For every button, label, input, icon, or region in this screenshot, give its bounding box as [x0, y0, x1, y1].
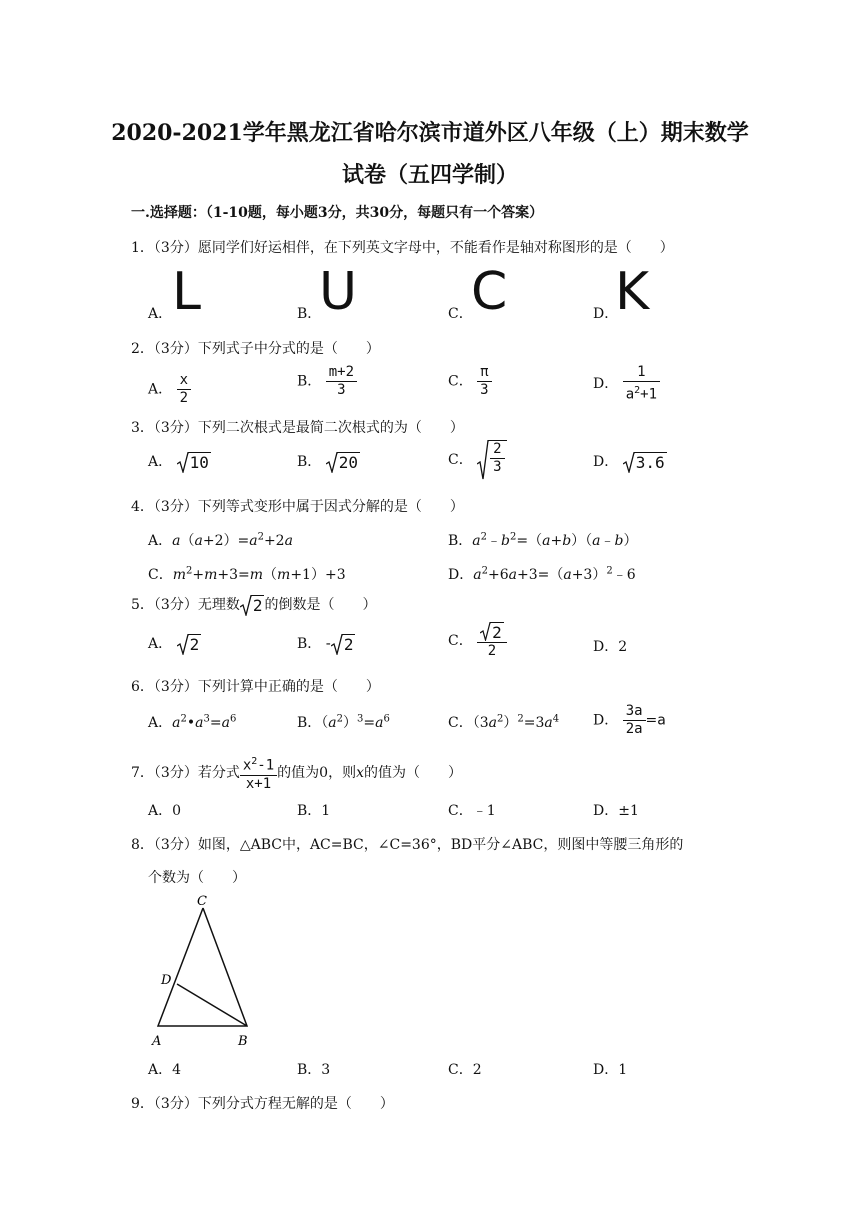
radical-sign-icon	[177, 452, 189, 473]
denominator-rest: +1	[640, 386, 658, 403]
radicand: 2	[492, 623, 502, 642]
radicand: 20	[338, 452, 359, 472]
q5-option-c-label: C．	[448, 633, 473, 649]
triangle-figure	[148, 890, 263, 1055]
fraction-numerator: x	[179, 372, 189, 388]
q8-option-d-label: D．	[593, 1062, 619, 1078]
fraction-denominator: 3	[477, 381, 491, 399]
question-6-stem: 6．（3分）下列计算中正确的是（ ）	[131, 679, 380, 695]
q6-option-c-label: C．	[448, 715, 473, 731]
q3-option-b-radical	[326, 452, 360, 473]
q7-stem-post-a: 的值为0，则	[277, 764, 357, 781]
q8-option-a	[148, 1059, 181, 1079]
radicand: 3.6	[635, 452, 665, 472]
q5-option-b	[297, 633, 355, 655]
q7-option-c	[448, 800, 496, 820]
q5-option-b-radical	[331, 634, 356, 655]
q7-option-b-label: B．	[297, 803, 322, 819]
question-8-stem-line2: 个数为（ ）	[148, 870, 246, 886]
q5-stem-radical	[240, 595, 265, 616]
q2-option-b-label: B．	[297, 373, 322, 390]
q5-option-d-label: D．	[593, 639, 619, 655]
q8-option-d-value: 1	[618, 1062, 628, 1078]
q8-option-b-label: B．	[297, 1062, 322, 1078]
q1-option-d-letter: K	[615, 262, 650, 322]
q1-option-a-label: A．	[148, 306, 173, 322]
q1-option-d-label: D．	[593, 306, 619, 322]
q4-option-b-label: B．	[448, 533, 473, 549]
q7-option-a-label: A．	[148, 803, 173, 819]
radicand: 2	[252, 595, 263, 615]
question-7-stem	[131, 753, 462, 793]
q8-option-c-label: C．	[448, 1062, 473, 1078]
fraction-denominator: x+1	[240, 775, 277, 793]
radical-sign-icon	[240, 595, 252, 616]
q6-option-d	[593, 703, 666, 738]
fraction-numerator: 1	[637, 364, 646, 380]
q6-option-b-label: B．	[297, 715, 322, 731]
radicand: 10	[189, 452, 209, 472]
q7-stem-fraction	[240, 753, 277, 793]
question-3-stem: 3．（3分）下列二次根式是最简二次根式的为（ ）	[131, 420, 464, 436]
q6-option-a-label: A．	[148, 715, 173, 731]
q4-option-c-label: C．	[148, 567, 173, 583]
q7-option-a	[148, 800, 181, 820]
q3-option-c	[448, 440, 507, 480]
fraction-denominator: 2a	[623, 720, 646, 738]
q5-option-d-value: 2	[618, 639, 628, 655]
q2-option-a	[148, 372, 191, 407]
q7-option-c-label: C．	[448, 803, 473, 819]
question-1-stem: 1．（3分）愿同学们好运相伴，在下列英文字母中，不能看作是轴对称图形的是（ ）	[131, 240, 674, 256]
figure-label-b: B	[238, 1034, 248, 1049]
q7-stem-variable: x	[356, 764, 364, 781]
q2-option-c-label: C．	[448, 373, 473, 390]
q2-option-c	[448, 364, 492, 399]
section-heading-choice: 一.选择题：（1-10题，每小题3分，共30分，每题只有一个答案）	[131, 205, 544, 221]
numerator-rest: -1	[257, 757, 275, 774]
fraction-denominator: 2	[477, 642, 507, 660]
fraction-numerator: 3a	[625, 703, 643, 719]
q7-option-b	[297, 800, 330, 820]
q2-option-c-fraction	[477, 364, 491, 399]
fraction-denominator	[623, 381, 660, 404]
radicand: 2	[189, 634, 200, 654]
q3-option-d-radical	[623, 452, 667, 473]
q2-option-b	[297, 364, 357, 399]
q5-option-c-fraction	[477, 622, 507, 660]
q7-stem-post-b: 的值为（ ）	[363, 764, 462, 781]
question-5-stem	[131, 594, 376, 616]
q2-option-d-fraction	[623, 364, 660, 404]
figure-label-c: C	[197, 894, 207, 909]
q6-option-c: C．$(3a^2)^2=3a^4$	[448, 713, 560, 731]
q2-option-d-label: D．	[593, 375, 619, 392]
question-8-stem-line1: 8．（3分）如图，△ABC中，AC=BC，∠C=36°，BD平分∠ABC，则图中等腰三角形的	[131, 837, 684, 853]
q1-option-b-label: B．	[297, 306, 322, 322]
q1-option-a-letter: L	[172, 262, 201, 322]
q6-option-d-rhs: =a	[645, 712, 666, 729]
radical-sign-icon	[331, 634, 343, 655]
q7-option-d-label: D．	[593, 803, 619, 819]
q3-option-b	[297, 451, 360, 473]
q5-option-b-label: B．	[297, 636, 322, 652]
q3-option-d-label: D．	[593, 454, 619, 470]
q5-option-a-label: A．	[148, 636, 173, 652]
fraction-numerator	[477, 622, 507, 642]
q3-option-c-radical	[477, 440, 506, 480]
q5-option-a	[148, 633, 201, 655]
radical-sign-icon	[623, 452, 635, 473]
q2-option-a-label: A．	[148, 381, 173, 398]
q3-option-a	[148, 451, 211, 473]
q1-option-b-letter: U	[319, 262, 358, 322]
figure-label-d: D	[161, 973, 172, 988]
q4-option-c: C．$m^2+m+3=m(m+1)+3$	[148, 565, 346, 583]
document-title-line1: 2020-2021学年黑龙江省哈尔滨市道外区八年级（上）期末数学	[111, 120, 749, 146]
fraction-numerator: m+2	[328, 364, 355, 380]
q1-option-c-letter: C	[471, 262, 508, 322]
radical-sign-icon	[480, 622, 491, 641]
document-title-line2: 试卷（五四学制）	[341, 162, 518, 188]
numerator-base: x	[242, 757, 252, 774]
fraction-numerator: 2	[493, 441, 502, 457]
q8-option-c	[448, 1059, 482, 1079]
q6-option-a: A．$a^2•a^3=a^6$	[148, 713, 237, 731]
q6-option-d-fraction	[623, 703, 646, 738]
fraction-denominator: 2	[177, 389, 191, 407]
q3-option-d	[593, 451, 667, 473]
triangle-abc-outline	[158, 908, 247, 1026]
radicand: 2	[343, 634, 354, 654]
q5-option-d	[593, 636, 627, 656]
question-2-stem: 2．（3分）下列式子中分式的是（ ）	[131, 341, 380, 357]
q4-option-a: A．$a(a+2)=a^2+2a$	[148, 531, 293, 549]
q7-option-a-value: 0	[172, 803, 182, 819]
q8-option-c-value: 2	[472, 1062, 482, 1078]
q8-option-a-label: A．	[148, 1062, 173, 1078]
denominator-base: a	[625, 386, 635, 403]
figure-label-a: A	[152, 1034, 162, 1049]
numerator-radical	[480, 622, 504, 642]
q5-stem-post: 的倒数是（ ）	[264, 597, 377, 613]
fraction-numerator: π	[480, 364, 489, 380]
q3-option-a-label: A．	[148, 454, 173, 470]
question-4-stem: 4．（3分）下列等式变形中属于因式分解的是（ ）	[131, 499, 464, 515]
q4-option-d: D．$a^2+6a+3=(a+3)^2﹣6$	[448, 565, 636, 583]
q5-option-a-radical	[177, 634, 202, 655]
radical-sign-icon	[177, 634, 189, 655]
segment-bd	[177, 984, 247, 1026]
q5-stem-pre: 5．（3分）无理数	[131, 597, 240, 613]
q6-option-d-label: D．	[593, 712, 619, 729]
q8-option-b-value: 3	[321, 1062, 331, 1078]
q2-option-d	[593, 364, 660, 404]
denominator-exponent: 2	[634, 385, 641, 396]
q8-option-b	[297, 1059, 330, 1079]
q7-option-d-value: ±1	[618, 803, 639, 819]
q2-option-a-fraction	[177, 372, 191, 407]
q7-option-c-value: ﹣1	[472, 803, 496, 819]
q1-option-c-label: C．	[448, 306, 473, 322]
q3-option-a-radical	[177, 452, 211, 473]
q2-option-b-fraction	[326, 364, 357, 399]
fraction-numerator	[240, 753, 277, 775]
radical-sign-icon	[326, 452, 338, 473]
q6-option-b: B．$(a^2)^3=a^6$	[297, 713, 390, 731]
q4-option-a-label: A．	[148, 533, 173, 549]
q4-option-b: B．$a^2﹣b^2=(a+b)(a﹣b)$	[448, 531, 638, 549]
q4-option-d-label: D．	[448, 567, 474, 583]
q7-option-d	[593, 800, 639, 820]
q8-option-d	[593, 1059, 627, 1079]
q7-option-b-value: 1	[321, 803, 331, 819]
q3-option-c-label: C．	[448, 452, 473, 468]
q5-option-b-sign: -	[325, 636, 331, 652]
fraction-denominator: 3	[326, 381, 357, 399]
question-9-stem: 9．（3分）下列分式方程无解的是（ ）	[131, 1096, 394, 1112]
radicand-fraction	[490, 441, 504, 476]
q7-stem-pre: 7．（3分）若分式	[131, 764, 240, 781]
q3-option-b-label: B．	[297, 454, 322, 470]
fraction-denominator: 3	[490, 458, 504, 476]
q5-option-c	[448, 622, 507, 660]
radical-sign-icon	[477, 440, 489, 480]
numerator-exponent: 2	[251, 756, 258, 767]
q8-option-a-value: 4	[172, 1062, 182, 1078]
